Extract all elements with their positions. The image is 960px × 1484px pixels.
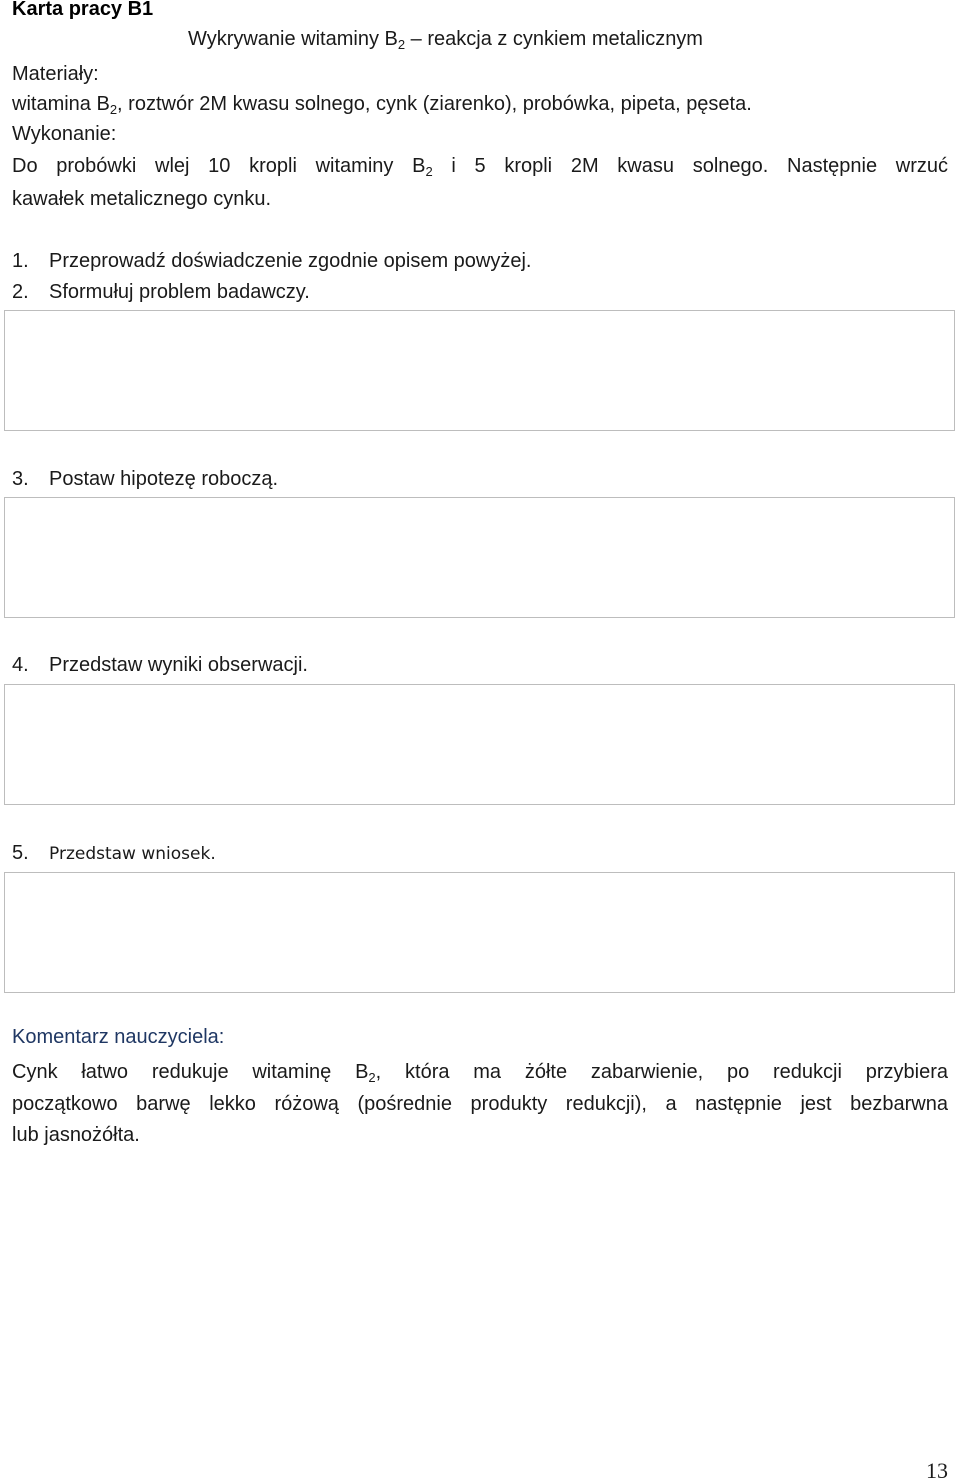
answer-box-problem[interactable]: [4, 310, 955, 431]
task-2: 2. Sformułuj problem badawczy.: [12, 281, 310, 303]
teacher-comment-line-3: lub jasnożółta.: [12, 1124, 140, 1146]
teacher-comment-label: Komentarz nauczyciela:: [12, 1026, 225, 1048]
answer-box-results[interactable]: [4, 684, 955, 805]
page-number: 13: [926, 1458, 948, 1483]
procedure-line-1: Do probówki wlej 10 kropli witaminy $B_2$ i 5 kropli 2M kwasu solnego. Następnie wrzuć: [12, 155, 949, 179]
materials-label: Materiały:: [12, 63, 99, 85]
task-5: 5. Przedstaw wniosek.: [12, 842, 216, 864]
task-1: 1. Przeprowadź doświadczenie zgodnie opisem powyżej.: [12, 250, 532, 272]
materials-text: witamina $B_2$, roztwór 2M kwasu solnego, cynk (ziarenko), probówka, pipeta, pęseta.: [12, 93, 752, 117]
procedure-label: Wykonanie:: [12, 123, 117, 145]
answer-box-conclusion[interactable]: [4, 872, 955, 993]
teacher-comment-line-1: Cynk łatwo redukuje witaminę $B_2$, która ma żółte zabarwienie, po redukcji przybiera: [12, 1061, 948, 1085]
teacher-comment-line-2: początkowo barwę lekko różową (pośrednie produkty redukcji), a następnie jest bezbarwna: [12, 1093, 948, 1115]
task-3: 3. Postaw hipotezę roboczą.: [12, 468, 279, 490]
worksheet-subtitle: Wykrywanie witaminy $B_2$ – reakcja z cynkiem metalicznym: [188, 28, 703, 52]
task-4: 4. Przedstaw wyniki obserwacji.: [12, 654, 308, 676]
worksheet-title: Karta pracy B1: [12, 0, 154, 20]
answer-box-hypothesis[interactable]: [4, 497, 955, 618]
procedure-line-2: kawałek metalicznego cynku.: [12, 188, 272, 210]
